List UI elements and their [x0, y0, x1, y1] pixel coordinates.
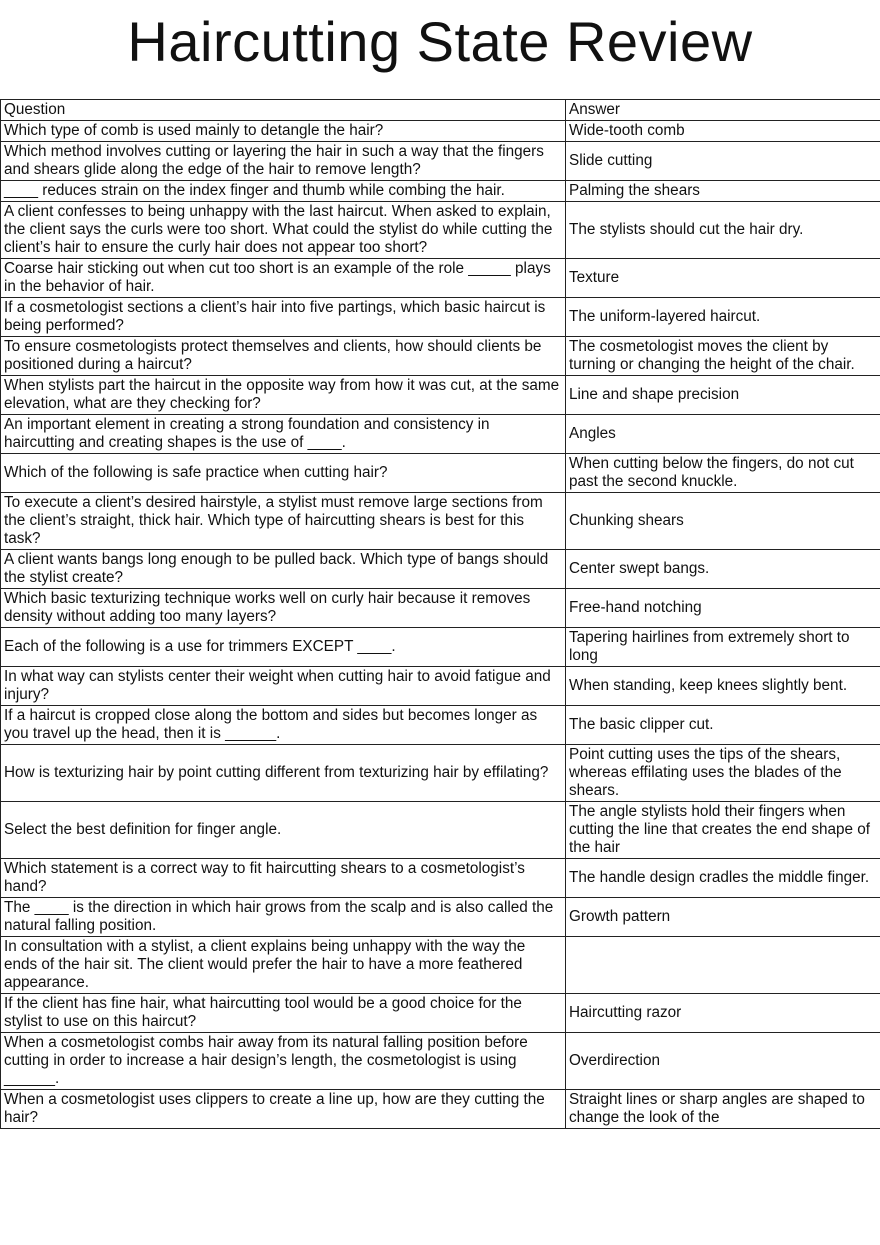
question-cell: An important element in creating a strong foundation and consistency in haircutting and creating shapes is the use of ____.: [1, 415, 566, 454]
table-row: [1, 142, 880, 181]
table-row: [1, 1033, 880, 1090]
answer-cell: Line and shape precision: [566, 376, 880, 415]
question-cell: ____ reduces strain on the index finger and thumb while combing the hair.: [1, 181, 566, 202]
table-row: [1, 937, 880, 994]
answer-cell: Haircutting razor: [566, 994, 880, 1033]
answer-cell: Growth pattern: [566, 898, 880, 937]
answer-cell: [566, 937, 880, 994]
answer-cell: Palming the shears: [566, 181, 880, 202]
question-cell: Which method involves cutting or layering the hair in such a way that the fingers and shears glide along the edge of the hair to remove length?: [1, 142, 566, 181]
question-cell: Which type of comb is used mainly to detangle the hair?: [1, 121, 566, 142]
question-cell: If the client has fine hair, what haircutting tool would be a good choice for the stylist to use on this haircut?: [1, 994, 566, 1033]
answer-cell: The basic clipper cut.: [566, 706, 880, 745]
table-row: [1, 550, 880, 589]
question-cell: In consultation with a stylist, a client explains being unhappy with the way the ends of the hair sit. The client would prefer the hair to have a more feathered appearance.: [1, 937, 566, 994]
table-row: [1, 259, 880, 298]
table-row: [1, 493, 880, 550]
table-row: [1, 628, 880, 667]
table-row: [1, 994, 880, 1033]
table-row: [1, 121, 880, 142]
table-row: [1, 589, 880, 628]
answer-cell: Overdirection: [566, 1033, 880, 1090]
table-row: [1, 802, 880, 859]
answer-cell: Free-hand notching: [566, 589, 880, 628]
question-cell: When a cosmetologist combs hair away from its natural falling position before cutting in order to increase a hair design’s length, the cosmetologist is using ______.: [1, 1033, 566, 1090]
table-row: [1, 745, 880, 802]
question-cell: Coarse hair sticking out when cut too short is an example of the role _____ plays in the behavior of hair.: [1, 259, 566, 298]
table-row: [1, 202, 880, 259]
header-answer: Answer: [566, 100, 880, 121]
question-cell: If a cosmetologist sections a client’s hair into five partings, which basic haircut is being performed?: [1, 298, 566, 337]
question-cell: If a haircut is cropped close along the bottom and sides but becomes longer as you travel up the head, then it is ______.: [1, 706, 566, 745]
table-row: [1, 1090, 880, 1129]
answer-cell: Tapering hairlines from extremely short to long: [566, 628, 880, 667]
question-cell: When a cosmetologist uses clippers to create a line up, how are they cutting the hair?: [1, 1090, 566, 1129]
answer-cell: The stylists should cut the hair dry.: [566, 202, 880, 259]
answer-cell: Slide cutting: [566, 142, 880, 181]
answer-cell: Chunking shears: [566, 493, 880, 550]
table-row: [1, 454, 880, 493]
table-row: [1, 859, 880, 898]
question-cell: Which basic texturizing technique works well on curly hair because it removes density without adding too many layers?: [1, 589, 566, 628]
answer-cell: Straight lines or sharp angles are shaped to change the look of the: [566, 1090, 880, 1129]
question-cell: Which statement is a correct way to fit haircutting shears to a cosmetologist’s hand?: [1, 859, 566, 898]
answer-cell: Wide-tooth comb: [566, 121, 880, 142]
answer-cell: The uniform-layered haircut.: [566, 298, 880, 337]
question-cell: To execute a client’s desired hairstyle, a stylist must remove large sections from the client’s straight, thick hair. Which type of haircutting shears is best for this task?: [1, 493, 566, 550]
table-row: [1, 376, 880, 415]
question-cell: Each of the following is a use for trimmers EXCEPT ____.: [1, 628, 566, 667]
answer-cell: When standing, keep knees slightly bent.: [566, 667, 880, 706]
table-row: [1, 706, 880, 745]
header-question: Question: [1, 100, 566, 121]
question-cell: A client wants bangs long enough to be pulled back. Which type of bangs should the stylist create?: [1, 550, 566, 589]
table-row: [1, 898, 880, 937]
question-cell: Select the best definition for finger angle.: [1, 802, 566, 859]
question-cell: To ensure cosmetologists protect themselves and clients, how should clients be positioned during a haircut?: [1, 337, 566, 376]
answer-cell: When cutting below the fingers, do not cut past the second knuckle.: [566, 454, 880, 493]
answer-cell: Texture: [566, 259, 880, 298]
table-row: [1, 298, 880, 337]
answer-cell: The handle design cradles the middle finger.: [566, 859, 880, 898]
table-row: [1, 667, 880, 706]
table-row: [1, 181, 880, 202]
answer-cell: Center swept bangs.: [566, 550, 880, 589]
question-cell: A client confesses to being unhappy with the last haircut. When asked to explain, the client says the curls were too short. What could the stylist do while cutting the client’s hair to ensure the curly hair does not appear too short?: [1, 202, 566, 259]
question-cell: When stylists part the haircut in the opposite way from how it was cut, at the same elevation, what are they checking for?: [1, 376, 566, 415]
page-title: Haircutting State Review: [127, 10, 753, 73]
table-row: [1, 337, 880, 376]
question-cell: How is texturizing hair by point cutting different from texturizing hair by effilating?: [1, 745, 566, 802]
answer-cell: Point cutting uses the tips of the shears, whereas effilating uses the blades of the shears.: [566, 745, 880, 802]
table-body: [1, 100, 880, 1129]
question-cell: In what way can stylists center their weight when cutting hair to avoid fatigue and injury?: [1, 667, 566, 706]
question-cell: Which of the following is safe practice when cutting hair?: [1, 454, 566, 493]
header-row: [1, 100, 880, 121]
review-table: [0, 99, 880, 1129]
question-cell: The ____ is the direction in which hair grows from the scalp and is also called the natural falling position.: [1, 898, 566, 937]
answer-cell: The angle stylists hold their fingers when cutting the line that creates the end shape of the hair: [566, 802, 880, 859]
answer-cell: Angles: [566, 415, 880, 454]
answer-cell: The cosmetologist moves the client by turning or changing the height of the chair.: [566, 337, 880, 376]
table-row: [1, 415, 880, 454]
